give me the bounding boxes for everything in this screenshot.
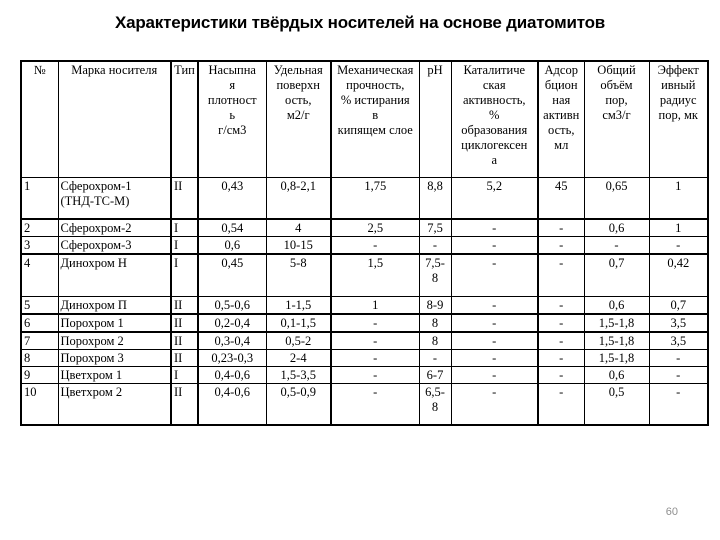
cell-ph: 7,5 (419, 219, 451, 237)
cell-bulk-density: 0,4-0,6 (198, 383, 266, 425)
cell-catalytic-activity: - (451, 237, 538, 255)
cell-adsorption-activity: - (538, 366, 584, 383)
cell-num: 2 (21, 219, 58, 237)
cell-pore-volume: 1,5-1,8 (584, 332, 649, 350)
column-header-brand: Марка носителя (58, 61, 171, 177)
table-row-1 (21, 177, 708, 219)
column-header-type: Тип (171, 61, 198, 177)
table-row-10 (21, 383, 708, 425)
cell-ph: 8-9 (419, 296, 451, 314)
cell-pore-radius: - (649, 349, 708, 366)
cell-catalytic-activity: - (451, 366, 538, 383)
cell-brand: Порохром 2 (58, 332, 171, 350)
column-header-mech-strength: Механическая прочность, % истирания в кипящем слое (331, 61, 419, 177)
cell-type: II (171, 314, 198, 332)
cell-brand: Сферохром-3 (58, 237, 171, 255)
cell-mech-strength: 1 (331, 296, 419, 314)
cell-adsorption-activity: - (538, 254, 584, 296)
cell-mech-strength: - (331, 349, 419, 366)
cell-pore-radius: 3,5 (649, 332, 708, 350)
cell-brand: Порохром 3 (58, 349, 171, 366)
cell-pore-radius: 0,42 (649, 254, 708, 296)
cell-pore-volume: 0,6 (584, 296, 649, 314)
cell-adsorption-activity: - (538, 349, 584, 366)
cell-catalytic-activity: - (451, 254, 538, 296)
cell-specific-surface: 1-1,5 (266, 296, 331, 314)
cell-adsorption-activity: - (538, 219, 584, 237)
cell-bulk-density: 0,6 (198, 237, 266, 255)
cell-brand: Сферохром-1 (ТНД-ТС-М) (58, 177, 171, 219)
cell-brand: Цветхром 1 (58, 366, 171, 383)
cell-specific-surface: 0,8-2,1 (266, 177, 331, 219)
cell-bulk-density: 0,2-0,4 (198, 314, 266, 332)
table-row-2 (21, 219, 708, 237)
cell-bulk-density: 0,5-0,6 (198, 296, 266, 314)
cell-pore-volume: 1,5-1,8 (584, 349, 649, 366)
page-title: Характеристики твёрдых носителей на основе диатомитов (114, 13, 606, 32)
cell-pore-volume: 0,6 (584, 219, 649, 237)
table-body (21, 177, 708, 425)
table-row-6 (21, 314, 708, 332)
cell-ph: - (419, 237, 451, 255)
cell-specific-surface: 1,5-3,5 (266, 366, 331, 383)
cell-num: 9 (21, 366, 58, 383)
cell-ph: 6,5- 8 (419, 383, 451, 425)
cell-ph: 8,8 (419, 177, 451, 219)
cell-pore-radius: - (649, 237, 708, 255)
cell-brand: Порохром 1 (58, 314, 171, 332)
cell-bulk-density: 0,45 (198, 254, 266, 296)
cell-specific-surface: 4 (266, 219, 331, 237)
column-header-ph: рН (419, 61, 451, 177)
cell-catalytic-activity: - (451, 349, 538, 366)
cell-pore-volume: - (584, 237, 649, 255)
cell-ph: 7,5- 8 (419, 254, 451, 296)
cell-adsorption-activity: 45 (538, 177, 584, 219)
cell-adsorption-activity: - (538, 383, 584, 425)
cell-specific-surface: 0,5-0,9 (266, 383, 331, 425)
cell-pore-radius: 1 (649, 219, 708, 237)
cell-catalytic-activity: - (451, 219, 538, 237)
cell-brand: Динохром П (58, 296, 171, 314)
cell-type: II (171, 383, 198, 425)
cell-ph: - (419, 349, 451, 366)
cell-type: II (171, 332, 198, 350)
cell-mech-strength: - (331, 383, 419, 425)
cell-num: 3 (21, 237, 58, 255)
column-header-adsorption-activity: Адсор бцион ная активн ость, мл (538, 61, 584, 177)
cell-type: II (171, 177, 198, 219)
cell-type: I (171, 366, 198, 383)
column-header-specific-surface: Удельная поверхн ость, м2/г (266, 61, 331, 177)
cell-bulk-density: 0,54 (198, 219, 266, 237)
cell-adsorption-activity: - (538, 314, 584, 332)
cell-pore-volume: 0,5 (584, 383, 649, 425)
cell-num: 1 (21, 177, 58, 219)
table-row-9 (21, 366, 708, 383)
cell-mech-strength: - (331, 332, 419, 350)
table-row-8 (21, 349, 708, 366)
column-header-pore-volume: Общий объём пор, см3/г (584, 61, 649, 177)
cell-specific-surface: 5-8 (266, 254, 331, 296)
cell-adsorption-activity: - (538, 296, 584, 314)
table-row-7 (21, 332, 708, 350)
cell-ph: 8 (419, 314, 451, 332)
table-row-5 (21, 296, 708, 314)
carriers-table (20, 60, 709, 426)
column-header-pore-radius: Эффект ивный радиус пор, мк (649, 61, 708, 177)
header-row (21, 61, 708, 177)
cell-brand: Динохром Н (58, 254, 171, 296)
cell-specific-surface: 2-4 (266, 349, 331, 366)
cell-pore-volume: 0,65 (584, 177, 649, 219)
cell-mech-strength: - (331, 366, 419, 383)
column-header-bulk-density: Насыпна я плотност ь г/см3 (198, 61, 266, 177)
cell-catalytic-activity: - (451, 314, 538, 332)
cell-num: 5 (21, 296, 58, 314)
cell-pore-radius: 1 (649, 177, 708, 219)
cell-pore-volume: 1,5-1,8 (584, 314, 649, 332)
cell-mech-strength: - (331, 314, 419, 332)
cell-mech-strength: - (331, 237, 419, 255)
cell-catalytic-activity: - (451, 332, 538, 350)
cell-ph: 8 (419, 332, 451, 350)
cell-specific-surface: 0,1-1,5 (266, 314, 331, 332)
column-header-catalytic-activity: Каталитиче ская активность, % образования циклогексен а (451, 61, 538, 177)
cell-adsorption-activity: - (538, 332, 584, 350)
cell-ph: 6-7 (419, 366, 451, 383)
column-header-num: № (21, 61, 58, 177)
cell-type: I (171, 254, 198, 296)
cell-bulk-density: 0,43 (198, 177, 266, 219)
cell-type: II (171, 296, 198, 314)
cell-adsorption-activity: - (538, 237, 584, 255)
cell-num: 7 (21, 332, 58, 350)
cell-mech-strength: 2,5 (331, 219, 419, 237)
cell-brand: Цветхром 2 (58, 383, 171, 425)
cell-bulk-density: 0,23-0,3 (198, 349, 266, 366)
cell-type: I (171, 219, 198, 237)
cell-type: I (171, 237, 198, 255)
cell-pore-volume: 0,6 (584, 366, 649, 383)
cell-type: II (171, 349, 198, 366)
cell-mech-strength: 1,5 (331, 254, 419, 296)
cell-brand: Сферохром-2 (58, 219, 171, 237)
cell-mech-strength: 1,75 (331, 177, 419, 219)
cell-specific-surface: 0,5-2 (266, 332, 331, 350)
table-row-4 (21, 254, 708, 296)
cell-pore-radius: 0,7 (649, 296, 708, 314)
cell-catalytic-activity: - (451, 383, 538, 425)
cell-num: 6 (21, 314, 58, 332)
cell-num: 4 (21, 254, 58, 296)
cell-pore-radius: - (649, 366, 708, 383)
cell-num: 10 (21, 383, 58, 425)
cell-pore-radius: 3,5 (649, 314, 708, 332)
cell-pore-volume: 0,7 (584, 254, 649, 296)
cell-bulk-density: 0,3-0,4 (198, 332, 266, 350)
cell-num: 8 (21, 349, 58, 366)
cell-catalytic-activity: 5,2 (451, 177, 538, 219)
cell-specific-surface: 10-15 (266, 237, 331, 255)
cell-pore-radius: - (649, 383, 708, 425)
table-row-3 (21, 237, 708, 255)
cell-catalytic-activity: - (451, 296, 538, 314)
page-number: 60 (665, 506, 678, 518)
table-head (21, 61, 708, 177)
cell-bulk-density: 0,4-0,6 (198, 366, 266, 383)
